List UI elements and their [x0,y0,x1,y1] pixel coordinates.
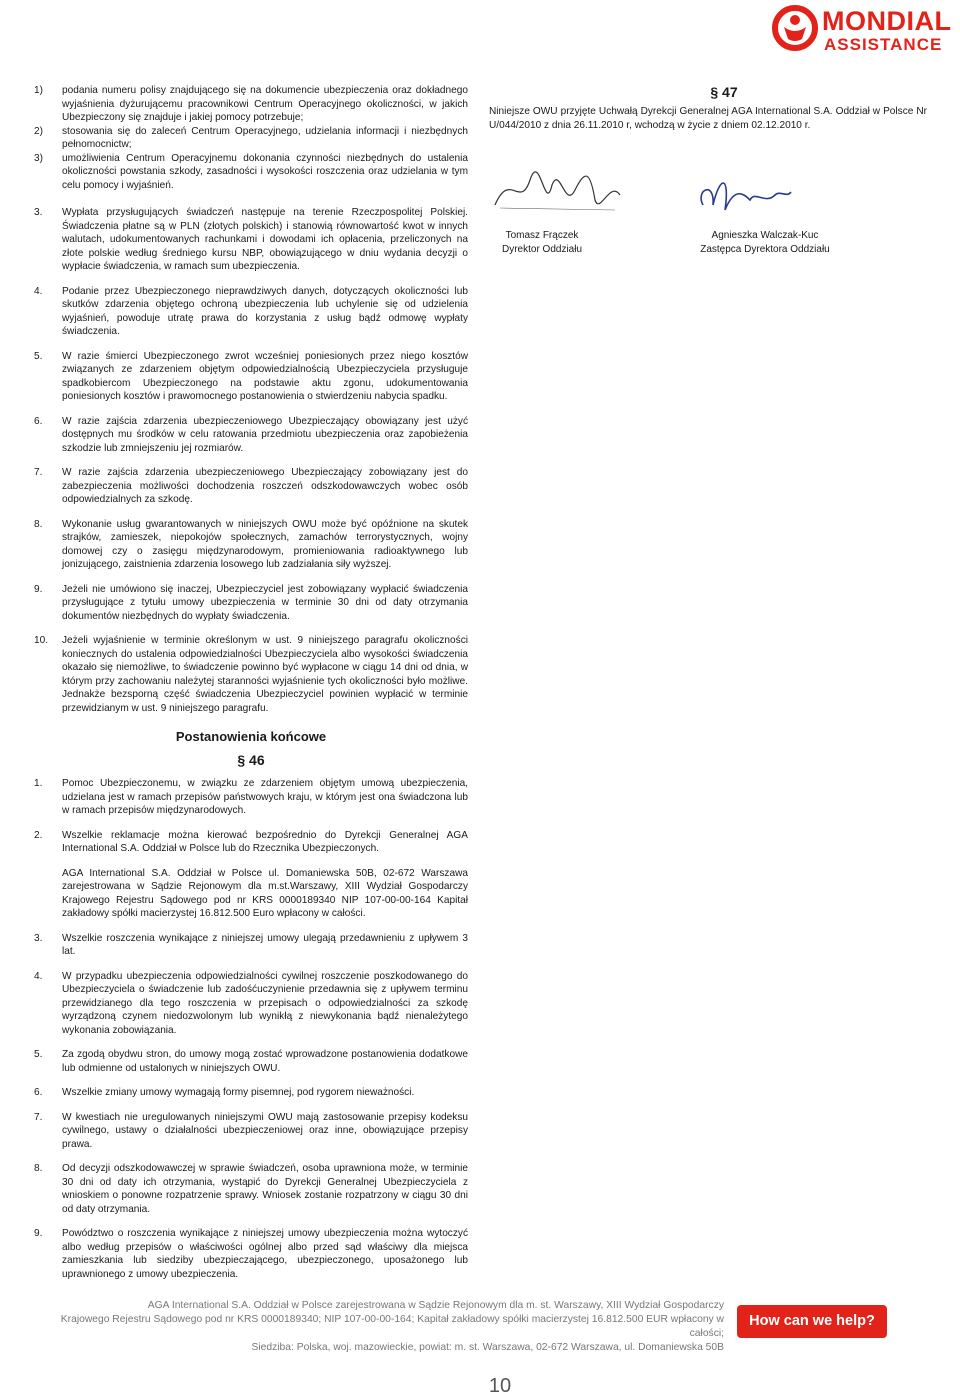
signature-block-1 [480,229,604,256]
list-item: 3) umożliwienia Centrum Operacyjnemu dokonania czynności niezbędnych do ustalenia okoliczności powstania szkody, zasadności i wysokości roszczenia oraz udzielania w tym celu pomocy i wyjaśnień. [34,152,468,191]
list-item: 6. Wszelkie zmiany umowy wymagają formy pisemnej, pod rygorem nieważności. [34,1087,415,1098]
list-item: 2. Wszelkie reklamacje można kierować bezpośrednio do Dyrekcji Generalnej AGA International S.A. Oddział w Polsce lub do Rzecznika Ubezpieczonych. [34,829,468,854]
logo-name: MONDIAL [822,6,952,36]
list-item: 5. W razie śmierci Ubezpieczonego zwrot wcześniej poniesionych przez niego kosztów związanych ze zdarzeniem objętym odpowiedzialnością Ubezpieczyciela przysługuje spadkobiercom Ubezpieczonego na podstawie aktu zgonu, udokumentowania poniesionych kosztów i prawomocnego postanowienia o stwierdzeniu nabycia spadku. [34,350,468,402]
list-item: 9. Jeżeli nie umówiono się inaczej, Ubezpieczyciel jest zobowiązany wypłacić świadczenia przysługujące z tytułu umowy ubezpieczenia w terminie 30 dni od daty otrzymania dokumentów niezbędnych do wypłaty świadczenia. [34,583,468,622]
adoption-text: Niniejsze OWU przyjęte Uchwałą Dyrekcji Generalnej AGA International S.A. Oddział w Polsce Nr U/044/2010 z dnia 26.11.2010 r, wchodzą w życie z dniem 02.12.2010 r. [489,106,927,131]
list-item: 8. Wykonanie usług gwarantowanych w niniejszych OWU może być opóźnione na skutek strajków, zamieszek, niepokojów społecznych, zamachów terrorystycznych, wojny domowej czy o zasięgu międzynarodowym, promieniowania radioaktywnego lub jonizującego, zaistnienia zdarzenia losowego lub zadziałania siły wyższej. [34,518,468,570]
list-item: 10. Jeżeli wyjaśnienie w terminie określonym w ust. 9 niniejszego paragrafu okoliczności koniecznych do ustalenia odpowiedzialności Ubezpieczyciela albo wysokości świadczenia okazało się niemożliwe, to świadczenie powinno być wypłacone w ciągu 14 dni od dnia, w którym przy zachowaniu należytej staranności wyjaśnienie tych okoliczności było możliwe. Jednakże bezsporną część świadczenia Ubezpieczyciel powinien wypłacić w terminie przewidzianym w ust. 9 niniejszego paragrafu. [34,635,468,714]
signatory-title: Zastępca Dyrektora Oddziału [700,243,830,255]
right-column [489,84,927,132]
signatory-name: Agnieszka Walczak-Kuc [711,230,819,241]
section-number: § 47 [710,84,738,100]
list-item: 3. Wypłata przysługujących świadczeń następuje na terenie Rzeczpospolitej Polskiej. Świadczenia płatne są w PLN (złotych polskich) i stanowią równowartość kwot w innych walutach, udokumentowanych rachunkami i dowodami ich opłacenia, przeliczonych na złote polskie według średniego kursu NBP, obowiązującego w dniu wydania decyzji o wypłacie świadczenia, w ramach sum ubezpieczenia. [34,207,468,272]
mondial-assistance-logo [772,2,958,54]
logo-subtitle: ASSISTANCE [824,35,943,54]
list-item: 8. Od decyzji odszkodowawczej w sprawie świadczeń, osoba uprawniona może, w terminie 30 dni od daty ich otrzymania, wystąpić do Dyrekcji Generalnej Ubezpieczyciela z wnioskiem o ponowne rozpatrzenie sprawy. Wniosek zostanie rozpatrzony w ciągu 30 dni od daty otrzymania. [34,1163,468,1215]
list-item: 7. W kwestiach nie uregulowanych niniejszymi OWU mają zastosowanie przepisy kodeksu cywilnego, ustawy o działalności ubezpieczeniowej oraz inne, obowiązujące przepisy prawa. [34,1111,468,1150]
list-item: 4. W przypadku ubezpieczenia odpowiedzialności cywilnej roszczenie poszkodowanego do Ubezpieczyciela o świadczenie lub zadośćuczynienie przedawnia się z upływem terminu przewidzianego dla tego roszczenia w przepisach o odpowiedzialności za szkodę wyrządzoną czynem niedozwolonym lub wynikłą z niewykonania bądź nienależytego wykonania zobowiązania. [34,970,468,1036]
signature-image-1 [490,160,630,220]
list-item: 3. Wszelkie roszczenia wynikające z niniejszej umowy ulegają przedawnieniu z upływem 3 lat. [34,932,468,957]
section-heading: Postanowienia końcowe [175,729,327,744]
signatory-title: Dyrektor Oddziału [501,243,583,255]
left-column [34,84,468,1281]
list-item: 4. Podanie przez Ubezpieczonego nieprawdziwych danych, dotyczących okoliczności lub skutków zdarzenia objętego ochroną ubezpieczenia lub uchylenie się od udzielenia wyjaśnień, powoduje utratę prawa do korzystania z usług bądź odmowę wypłaty świadczenia. [34,285,468,337]
footer-line: Krajowego Rejestru Sądowego pod nr KRS 0000189340; NIP 107-00-00-164; Kapitał zakładowy spółki macierzystej 16.812.500 EUR wpłacony w całości; [60,1314,724,1339]
list-item: 5. Za zgodą obydwu stron, do umowy mogą zostać wprowadzone postanowienia dodatkowe lub odmienne od ustalonych w niniejszych OWU. [34,1049,468,1074]
list-item: 9. Powództwo o roszczenia wynikające z niniejszej umowy ubezpieczenia można wytoczyć albo według przepisów o właściwości ogólnej albo przed sąd właściwy dla miejsca zamieszkania lub siedziby ubezpieczającego, ubezpieczonego, uposażonego lub uprawnionego z umowy ubezpieczenia. [34,1228,468,1280]
signature-block-2 [690,229,840,256]
list-item: AGA International S.A. Oddział w Polsce ul. Domaniewska 50B, 02-672 Warszawa zarejestrowana w Sądzie Rejonowym dla m.st.Warszawy, XIII Wydział Gospodarczy Krajowego Rejestru Sądowego pod nr KRS 0000189340 NIP 107-00-00-164 Kapitał zakładowy spółki macierzystej 16.812.500 Euro wpłacony w całości. [62,867,468,919]
mondial-figure-icon [772,5,818,51]
footer-line: Siedziba: Polska, woj. mazowieckie, powiat: m. st. Warszawa, 02-672 Warszawa, ul. Domaniewska 50B [251,1342,724,1353]
signature-image-2 [695,170,795,220]
list-item: 6. W razie zajścia zdarzenia ubezpieczeniowego Ubezpieczający obowiązany jest użyć dostępnych mu środków w celu ratowania przedmiotu ubezpieczenia oraz zapobieżenia szkodzie lub zmniejszeniu jej rozmiarów. [34,415,468,454]
list-item: 7. W razie zajścia zdarzenia ubezpieczeniowego Ubezpieczający zobowiązany jest do zabezpieczenia możliwości dochodzenia roszczeń odszkodowawczych wobec osób odpowiedzialnych za szkodę. [34,467,468,505]
list-item: 2) stosowania się do zaleceń Centrum Operacyjnego, udzielania informacji i niezbędnych pełnomocnictw; [34,125,468,150]
help-button[interactable]: How can we help? [737,1305,887,1338]
list-item: 1) podania numeru polisy znajdującego się na dokumencie ubezpieczenia oraz dokładnego wyjaśnienia dyżurującemu pracownikowi Centrum Operacyjnego okoliczności, w jakich Ubezpieczony się znajduje i jakiej pomocy potrzebuje; [34,85,468,123]
page-number: 10 [488,1375,512,1397]
footer [40,1299,724,1355]
footer-line: AGA International S.A. Oddział w Polsce zarejestrowana w Sądzie Rejonowym dla m. st. Warszawy, XIII Wydział Gospodarczy [147,1300,724,1311]
signatory-name: Tomasz Frączek [505,230,579,241]
list-item: 1. Pomoc Ubezpieczonemu, w związku ze zdarzeniem objętym umową ubezpieczenia, udzielana jest w ramach przepisów państwowych kraju, w którym jest ona świadczona lub w ramach przepisów międzynarodowych. [34,778,468,816]
section-number: § 46 [237,752,265,768]
